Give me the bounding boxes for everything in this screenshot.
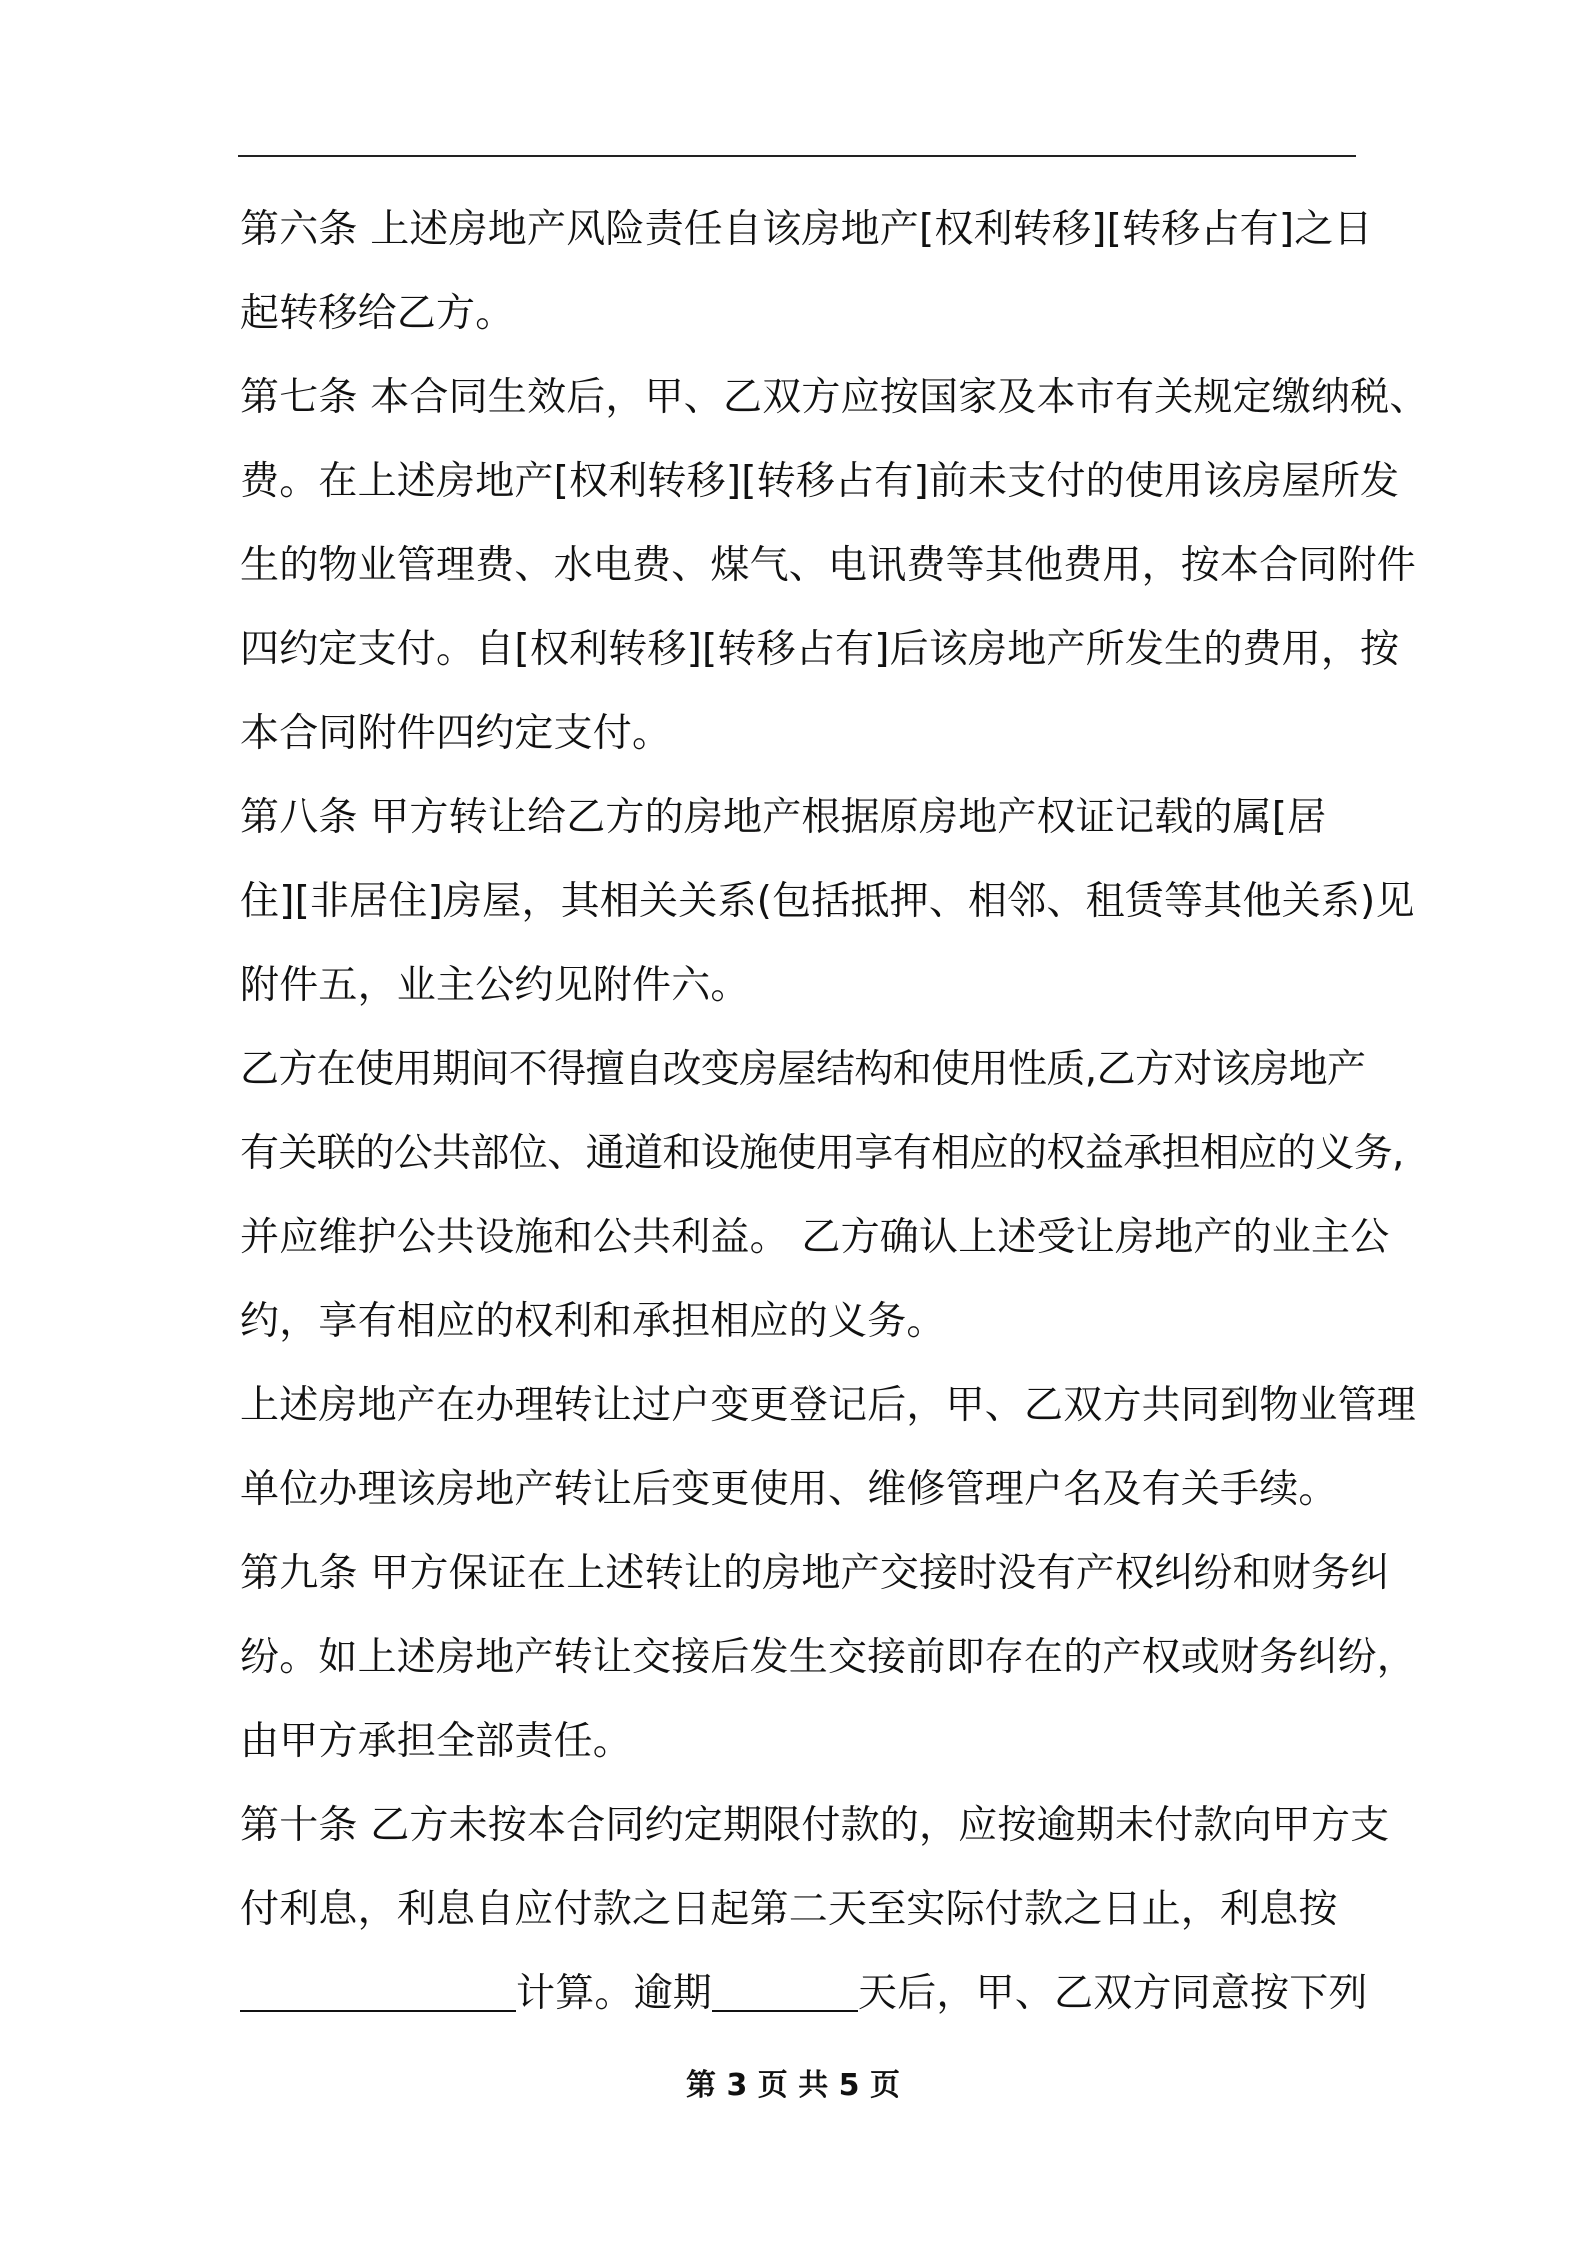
text-line: 第九条 甲方保证在上述转让的房地产交接时没有产权纠纷和财务纠 <box>240 1551 1390 1596</box>
text-line: 有关联的公共部位、通道和设施使用享有相应的权益承担相应的义务, <box>240 1131 1404 1176</box>
text-line: 附件五，业主公约见附件六。 <box>240 963 750 1008</box>
text-line: 生的物业管理费、水电费、煤气、电讯费等其他费用，按本合同附件 <box>240 543 1417 588</box>
text-line: 第十条 乙方未按本合同约定期限付款的，应按逾期未付款向甲方支 <box>240 1803 1390 1848</box>
header-rule <box>238 155 1356 157</box>
text-line: 起转移给乙方。 <box>240 291 515 336</box>
text-line: 约，享有相应的权利和承担相应的义务。 <box>240 1299 946 1344</box>
text-line: 乙方在使用期间不得擅自改变房屋结构和使用性质,乙方对该房地产 <box>240 1047 1366 1092</box>
fill-in-blank <box>240 1970 516 2012</box>
text-segment: 计算。逾期 <box>516 1971 713 2016</box>
text-line: 付利息，利息自应付款之日起第二天至实际付款之日止，利息按 <box>240 1887 1338 1932</box>
text-line: 第六条 上述房地产风险责任自该房地产[权利转移][转移占有]之日 <box>240 207 1373 252</box>
text-line: 第七条 本合同生效后，甲、乙双方应按国家及本市有关规定缴纳税、 <box>240 375 1429 420</box>
text-line: 住][非居住]房屋，其相关关系(包括抵押、相邻、租赁等其他关系)见 <box>240 879 1415 924</box>
text-line: 单位办理该房地产转让后变更使用、维修管理户名及有关手续。 <box>240 1467 1338 1512</box>
text-line-with-blanks <box>240 1952 1368 2036</box>
text-line: 并应维护公共设施和公共利益。 乙方确认上述受让房地产的业主公 <box>240 1215 1390 1260</box>
page-number-footer: 第 3 页 共 5 页 <box>686 2068 900 2103</box>
fill-in-blank <box>712 1970 858 2012</box>
text-line: 费。在上述房地产[权利转移][转移占有]前未支付的使用该房屋所发 <box>240 459 1400 504</box>
contract-body <box>240 188 1429 2036</box>
text-line: 四约定支付。自[权利转移][转移占有]后该房地产所发生的费用，按 <box>240 627 1400 672</box>
text-line: 本合同附件四约定支付。 <box>240 711 672 756</box>
text-line: 纷。如上述房地产转让交接后发生交接前即存在的产权或财务纠纷， <box>240 1635 1417 1680</box>
text-segment: 天后，甲、乙双方同意按下列 <box>858 1971 1368 2016</box>
text-line: 第八条 甲方转让给乙方的房地产根据原房地产权证记载的属[居 <box>240 795 1327 840</box>
text-line: 由甲方承担全部责任。 <box>240 1719 633 1764</box>
text-line: 上述房地产在办理转让过户变更登记后，甲、乙双方共同到物业管理 <box>240 1383 1417 1428</box>
